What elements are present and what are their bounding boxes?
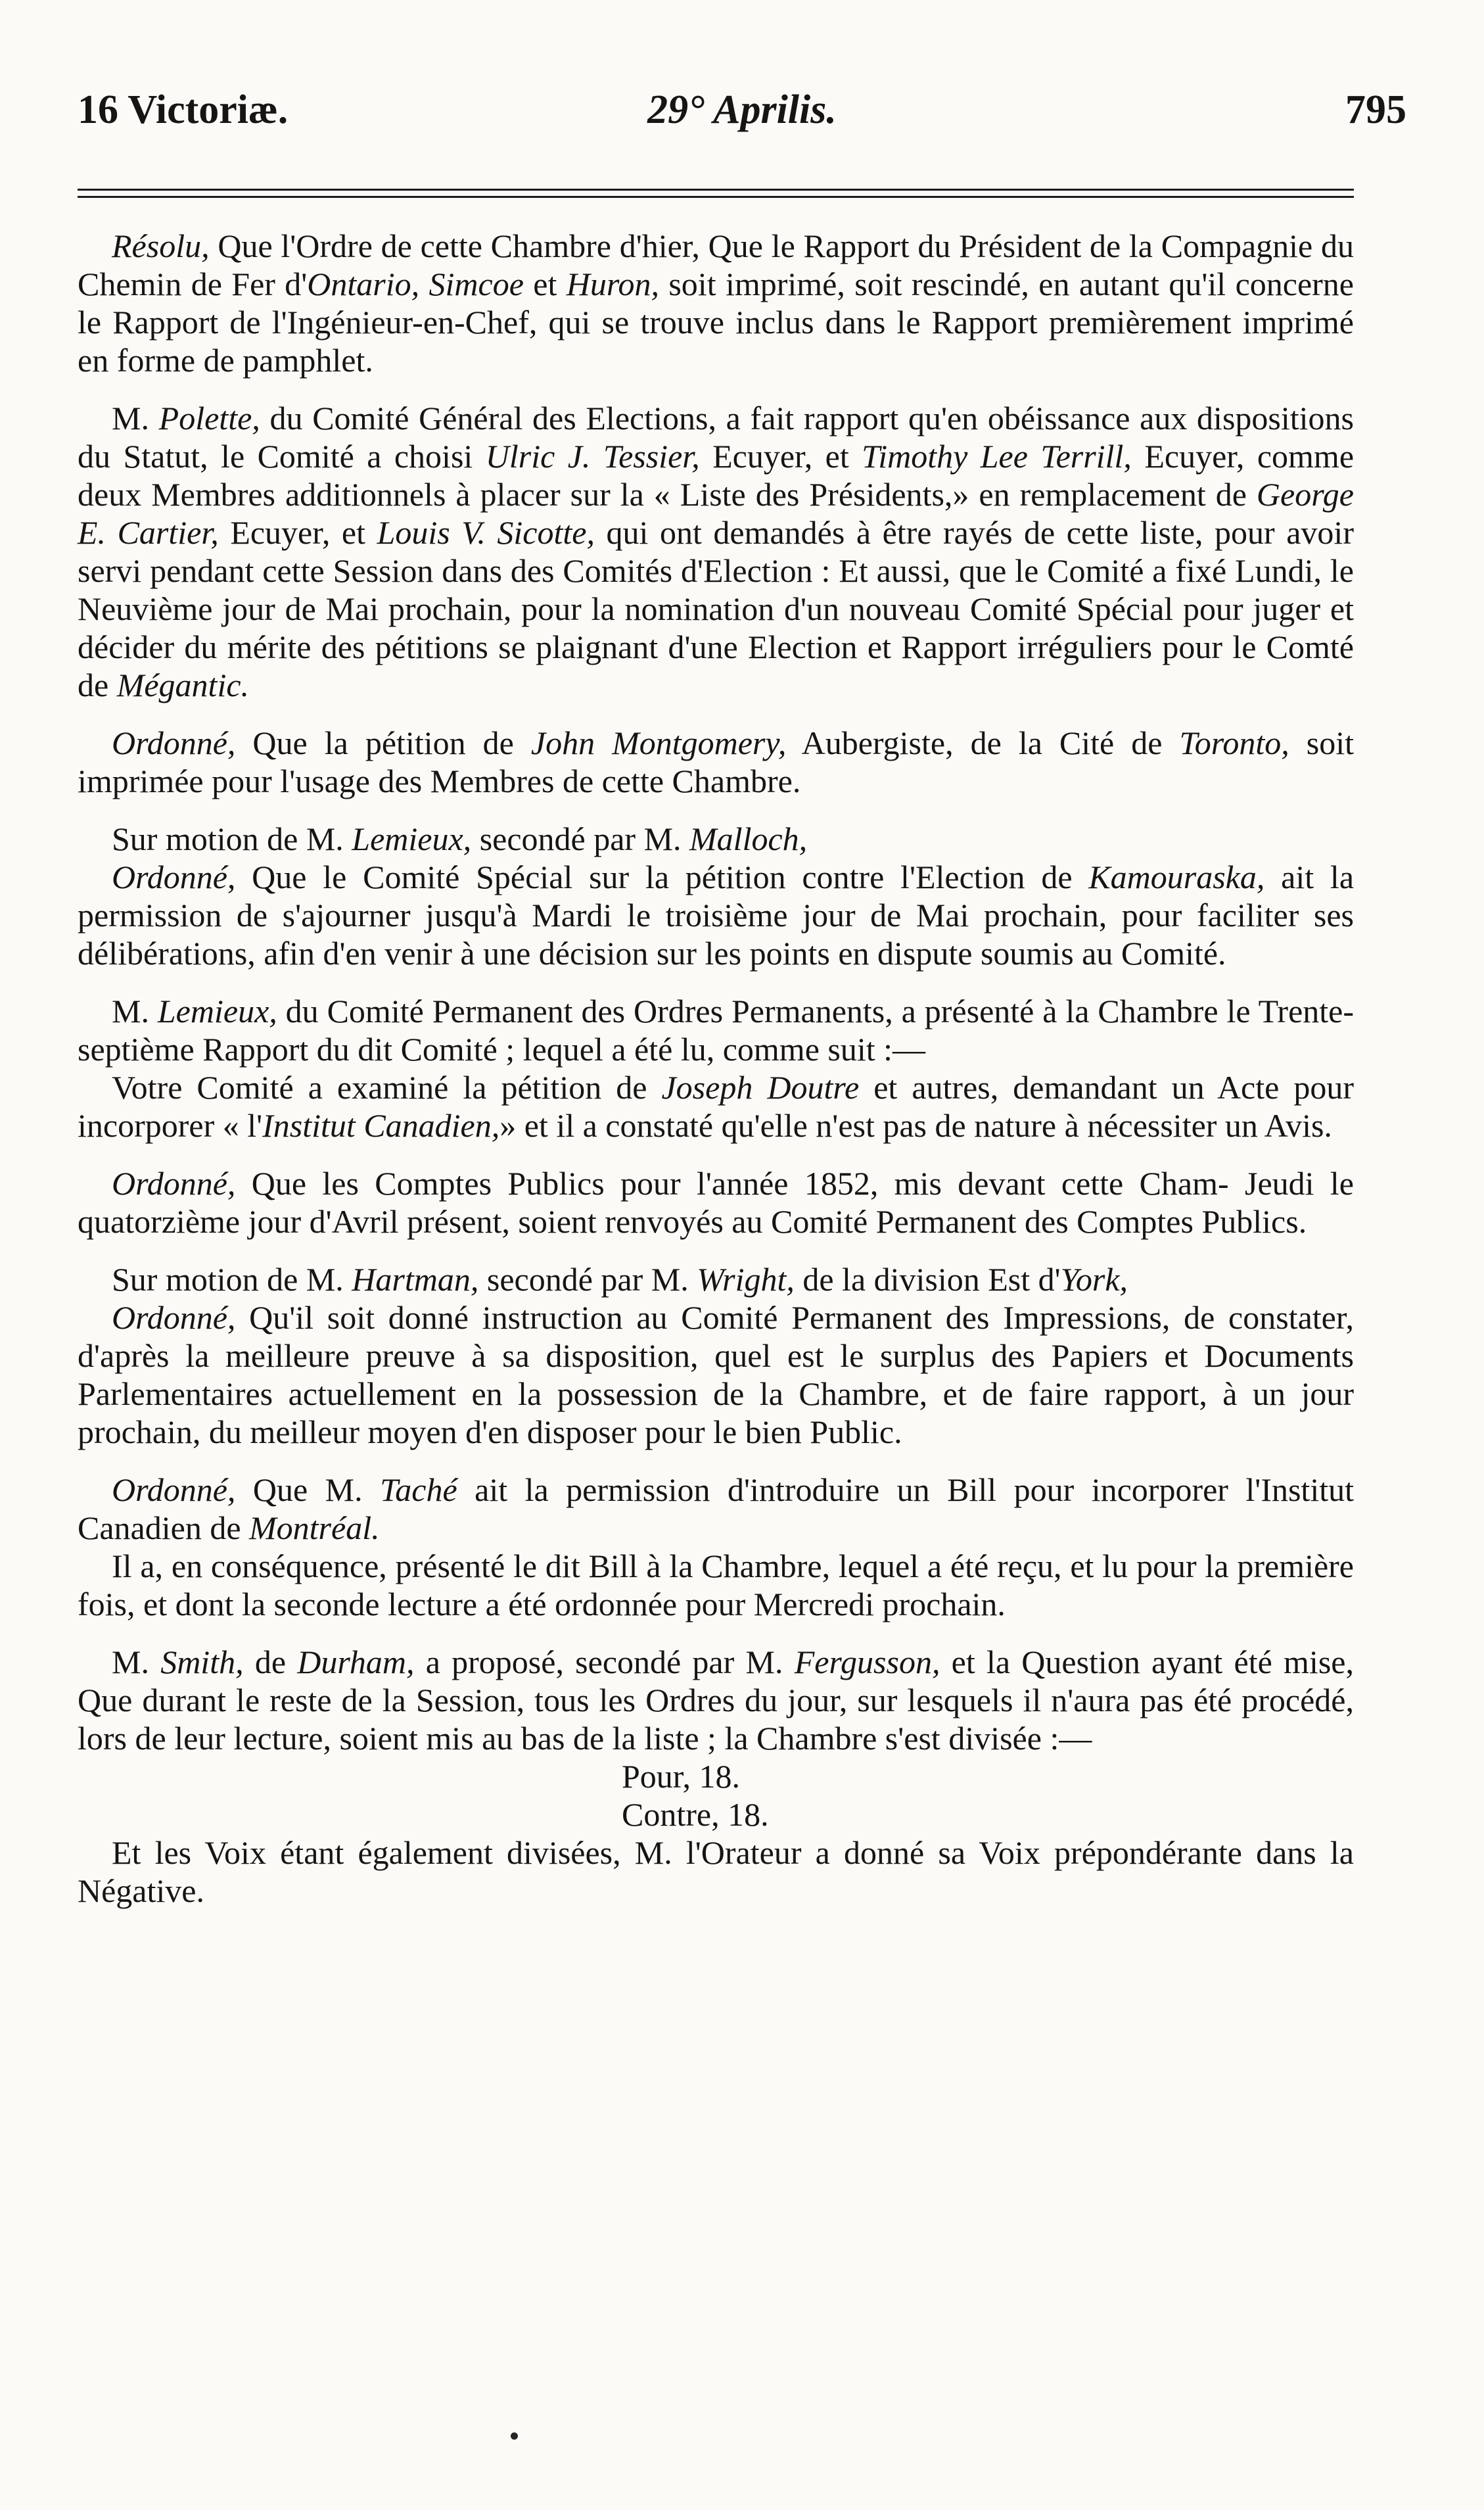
text: Sur motion de M. xyxy=(112,820,352,857)
text: ait la permission de s'ajourner jusqu'à Mardi le troisième jour de Mai prochain, pour faciliter ses délibérations, afin d'en venir à une décision sur les points en dispute soumis au Comité. xyxy=(78,859,1355,972)
text-italic: Ontario, Simcoe xyxy=(307,266,524,302)
text-italic: Joseph Doutre xyxy=(661,1069,860,1106)
text: » et il a constaté qu'elle n'est pas de nature à nécessiter un Avis. xyxy=(499,1107,1332,1144)
paragraph-motion-lemieux xyxy=(78,820,1354,858)
header-double-rule xyxy=(78,189,1354,203)
text-italic: Institut Canadien, xyxy=(262,1107,500,1144)
text: M. xyxy=(112,1644,161,1680)
text: et la Question ayant été mise, Que durant le reste de la Session, tous les Ordres du jour, sur lesquels il n'aura pas été procédé, lors de leur lecture, soient mis au bas de la liste ; la Chambre s'est divisée :— xyxy=(78,1644,1354,1757)
text: Sur motion de M. xyxy=(112,1261,352,1298)
text: de la division Est d' xyxy=(794,1261,1061,1298)
text-italic: Polette, xyxy=(158,400,260,437)
text: et autres, demandant un Acte pour incorporer « l' xyxy=(78,1069,1355,1144)
text: du Comité Général des Elections, a fait rapport qu'en obéissance aux dispositions du Statut, le Comité a choisi xyxy=(78,400,1354,475)
vote-for: Pour, 18. xyxy=(622,1758,740,1795)
text: et xyxy=(523,266,567,302)
text-italic: Toronto, xyxy=(1179,724,1289,761)
vote-against: Contre, 18. xyxy=(622,1796,769,1833)
text: Que l'Ordre de cette Chambre d'hier, Que le Rapport du Président de la Compagnie du Chemin de Fer d' xyxy=(78,227,1354,302)
text-italic: Résolu, xyxy=(112,227,210,264)
text-italic: Ordonné, xyxy=(112,1471,236,1508)
text-italic: Mégantic. xyxy=(116,667,250,703)
text: du Comité Permanent des Ordres Permanents, a présenté à la Chambre le Trente-septième Rapport du dit Comité ; lequel a été lu, comme suit :— xyxy=(78,993,1354,1068)
paragraph-institut-canadien-petition xyxy=(78,1068,1354,1145)
text-italic: Huron, xyxy=(566,266,659,302)
header-session: 16 Victoriæ. xyxy=(78,87,289,132)
text: Et les Voix étant également divisées, M. l'Orateur a donné sa Voix prépondérante dans la Négative. xyxy=(78,1834,1354,1909)
page-number: 795 xyxy=(1345,87,1406,132)
text: M. xyxy=(112,400,159,437)
text: qui ont demandés à être rayés de cette liste, pour avoir servi pendant cette Session dans des Comités d'Election : Et aussi, que le Comité a fixé Lundi, le Neuvième jour de Mai prochain, pour la nomination d'un nouveau Comité Spécial pour juger et décider du mérite des pétitions se plaignant d'une Election et Rapport irréguliers pour le Comté de xyxy=(78,514,1354,703)
paragraph-tache-bill xyxy=(78,1471,1354,1547)
paragraph-smith-motion xyxy=(78,1643,1354,1757)
text: Que les Comptes Publics pour l'année 1852, mis devant cette Cham- Jeudi le quatorzième jour d'Avril présent, soient renvoyés au Comité Permanent des Comptes Publics. xyxy=(78,1165,1354,1240)
paragraph-speaker-casting-vote xyxy=(78,1834,1354,1910)
text-italic: Fergusson, xyxy=(794,1644,940,1680)
text-italic: Hartman, xyxy=(352,1261,479,1298)
text-italic: John Montgomery, xyxy=(530,724,787,761)
rule-bottom xyxy=(78,196,1354,198)
paragraph-public-accounts xyxy=(78,1164,1354,1241)
text: Ecuyer, et xyxy=(699,438,862,475)
text: soit imprimé, soit rescindé, en autant qu'il concerne le Rapport de l'Ingénieur-en-Chef, qui se trouve inclus dans le Rapport premièrement imprimé en forme de pamphlet. xyxy=(78,266,1354,379)
paragraph-motion-hartman xyxy=(78,1260,1354,1298)
ink-spot xyxy=(511,2432,518,2440)
text: de xyxy=(243,1644,298,1680)
journal-body xyxy=(78,227,1354,1930)
header-date: 29° Aprilis. xyxy=(647,87,837,132)
text-italic: Montréal. xyxy=(249,1509,380,1546)
rule-top xyxy=(78,189,1354,191)
text-italic: George E. Cartier, xyxy=(78,476,1354,551)
text-italic: Taché xyxy=(380,1471,457,1508)
paragraph-bill-first-reading xyxy=(78,1547,1354,1623)
text-italic: Smith, xyxy=(160,1644,244,1680)
text: Que M. xyxy=(235,1471,381,1508)
text-italic: Timothy Lee Terrill, xyxy=(862,438,1132,475)
text-italic: Ulric J. Tessier, xyxy=(485,438,700,475)
paragraph-resolution-printing xyxy=(78,227,1354,379)
text: Que le Comité Spécial sur la pétition contre l'Election de xyxy=(235,859,1089,895)
text: secondé par M. xyxy=(471,820,690,857)
text: a proposé, secondé par M. xyxy=(414,1644,795,1680)
paragraph-kamouraska-committee xyxy=(78,858,1354,972)
text: soit imprimée pour l'usage des Membres de cette Chambre. xyxy=(78,724,1354,799)
text: Votre Comité a examiné la pétition de xyxy=(112,1069,662,1106)
paragraph-standing-orders-report xyxy=(78,992,1354,1068)
text: Ecuyer, comme deux Membres additionnels à placer sur la « Liste des Présidents,» en remplacement de xyxy=(78,438,1355,513)
text-italic: York, xyxy=(1060,1261,1128,1298)
text-italic: Lemieux, xyxy=(352,820,472,857)
text: Qu'il soit donné instruction au Comité Permanent des Impressions, de constater, d'après la meilleure preuve à sa disposition, quel est le surplus des Papiers et Documents Parlementaires actuellement en la possession de la Chambre, et de faire rapport, à un jour prochain, du meilleur moyen d'en disposer pour le bien Public. xyxy=(78,1299,1354,1450)
paragraph-printing-committee xyxy=(78,1298,1354,1451)
text: Ecuyer, et xyxy=(218,514,377,551)
running-header xyxy=(78,87,1406,149)
text-italic: Ordonné, xyxy=(112,859,236,895)
text-italic: Ordonné, xyxy=(112,1165,236,1202)
text: ait la permission d'introduire un Bill pour incorporer l'Institut Canadien de xyxy=(78,1471,1354,1546)
text: Aubergiste, de la Cité de xyxy=(786,724,1180,761)
text: Il a, en conséquence, présenté le dit Bill à la Chambre, lequel a été reçu, et lu pour la première fois, et dont la seconde lecture a été ordonnée pour Mercredi prochain. xyxy=(78,1548,1354,1622)
text-italic: Lemieux, xyxy=(157,993,277,1030)
text-italic: Durham, xyxy=(297,1644,415,1680)
text: M. xyxy=(112,993,158,1030)
text-italic: Louis V. Sicotte, xyxy=(377,514,595,551)
text: secondé par M. xyxy=(478,1261,697,1298)
text-italic: Malloch, xyxy=(689,820,808,857)
text: Que la pétition de xyxy=(235,724,531,761)
paragraph-elections-committee xyxy=(78,399,1354,704)
text-italic: Ordonné, xyxy=(112,1299,236,1336)
paragraph-montgomery-petition xyxy=(78,724,1354,800)
text-italic: Wright, xyxy=(697,1261,795,1298)
text-italic: Kamouraska, xyxy=(1088,859,1265,895)
text-italic: Ordonné, xyxy=(112,724,236,761)
